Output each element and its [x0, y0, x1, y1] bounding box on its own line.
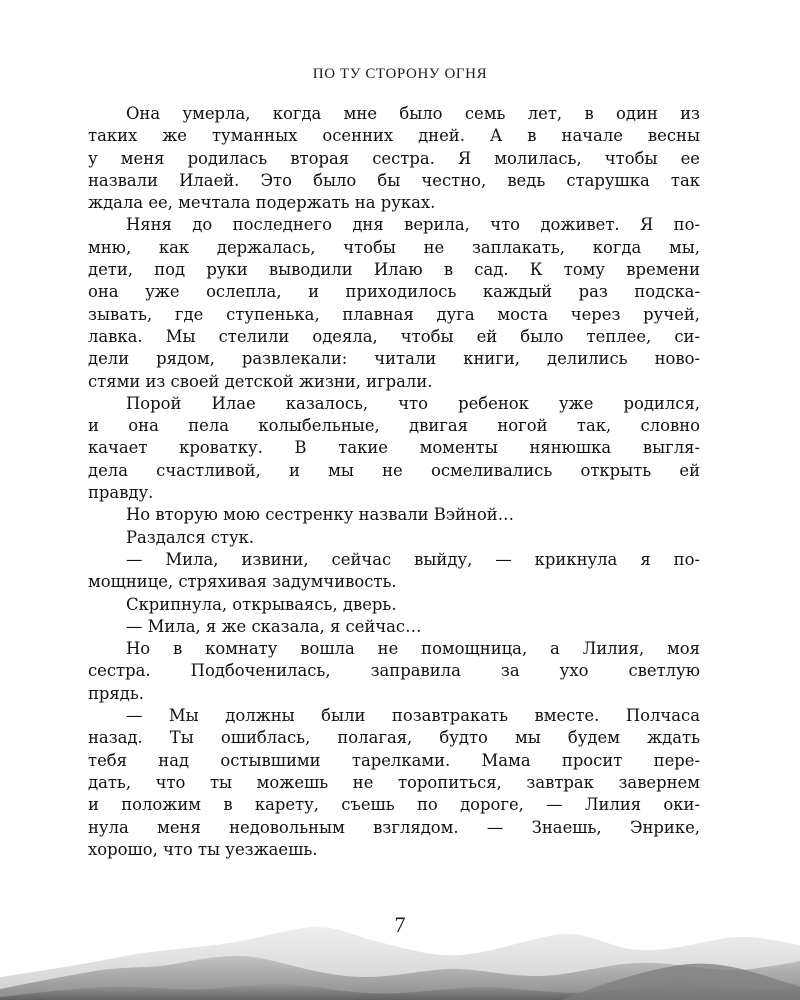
text-line: дели рядом, развлекали: читали книги, делились ново- [88, 349, 700, 369]
body-text [88, 103, 700, 861]
text-line: качает кроватку. В такие моменты нянюшка выгля- [88, 438, 700, 458]
running-header: ПО ТУ СТОРОНУ ОГНЯ [312, 66, 488, 82]
text-line: зывать, где ступенька, плавная дуга моста через ручей, [88, 304, 700, 324]
text-line: она уже ослепла, и приходилось каждый раз подска- [88, 282, 700, 302]
text-line: дела счастливой, и мы не осмеливались открыть ей [88, 460, 700, 480]
text-line: и она пела колыбельные, двигая ногой так, словно [88, 416, 700, 436]
text-line: ждала ее, мечтала подержать на руках. [88, 193, 436, 213]
text-line: и положим в карету, съешь по дороге, — Лилия оки- [88, 795, 700, 815]
text-line: — Мы должны были позавтракать вместе. Полчаса [126, 706, 700, 726]
text-line: Скрипнула, открываясь, дверь. [126, 594, 397, 614]
text-line: — Мила, извини, сейчас выйду, — крикнула я по- [126, 549, 700, 569]
text-line: лавка. Мы стелили одеяла, чтобы ей было теплее, си- [88, 326, 700, 346]
text-line: Няня до последнего дня верила, что доживет. Я по- [126, 215, 700, 235]
text-line: дать, что ты можешь не торопиться, завтрак завернем [88, 772, 700, 792]
text-line: прядь. [88, 683, 144, 703]
text-line: Раздался стук. [126, 527, 255, 547]
text-line: Она умерла, когда мне было семь лет, в один из [126, 104, 700, 123]
text-line: сестра. Подбоченилась, заправила за ухо светлую [88, 661, 700, 681]
text-line: хорошо, что ты уезжаешь. [88, 839, 318, 859]
text-line: у меня родилась вторая сестра. Я молилась, чтобы ее [88, 148, 700, 168]
text-line: Но в комнату вошла не помощница, а Лилия, моя [126, 639, 700, 659]
text-line: назад. Ты ошиблась, полагая, будто мы будем ждать [88, 728, 700, 748]
text-line: Порой Илае казалось, что ребенок уже родился, [126, 393, 700, 413]
text-line: назвали Илаей. Это было бы честно, ведь старушка так [88, 170, 700, 190]
text-line: нула меня недовольным взглядом. — Знаешь, Энрике, [88, 817, 700, 837]
text-line: правду. [88, 483, 154, 503]
text-line: мощнице, стряхивая задумчивость. [88, 572, 397, 592]
text-line: стями из своей детской жизни, играли. [88, 371, 433, 391]
text-line: дети, под руки выводили Илаю в сад. К тому времени [88, 260, 700, 280]
text-line: — Мила, я же сказала, я сейчас… [126, 616, 422, 636]
text-line: мню, как держалась, чтобы не заплакать, когда мы, [88, 237, 700, 257]
text-line: Но вторую мою сестренку назвали Вэйной… [126, 505, 515, 525]
text-line: тебя над остывшими тарелками. Мама просит пере- [88, 750, 700, 770]
page-number: 7 [394, 912, 406, 937]
text-line: таких же туманных осенних дней. А в начале весны [88, 126, 700, 146]
